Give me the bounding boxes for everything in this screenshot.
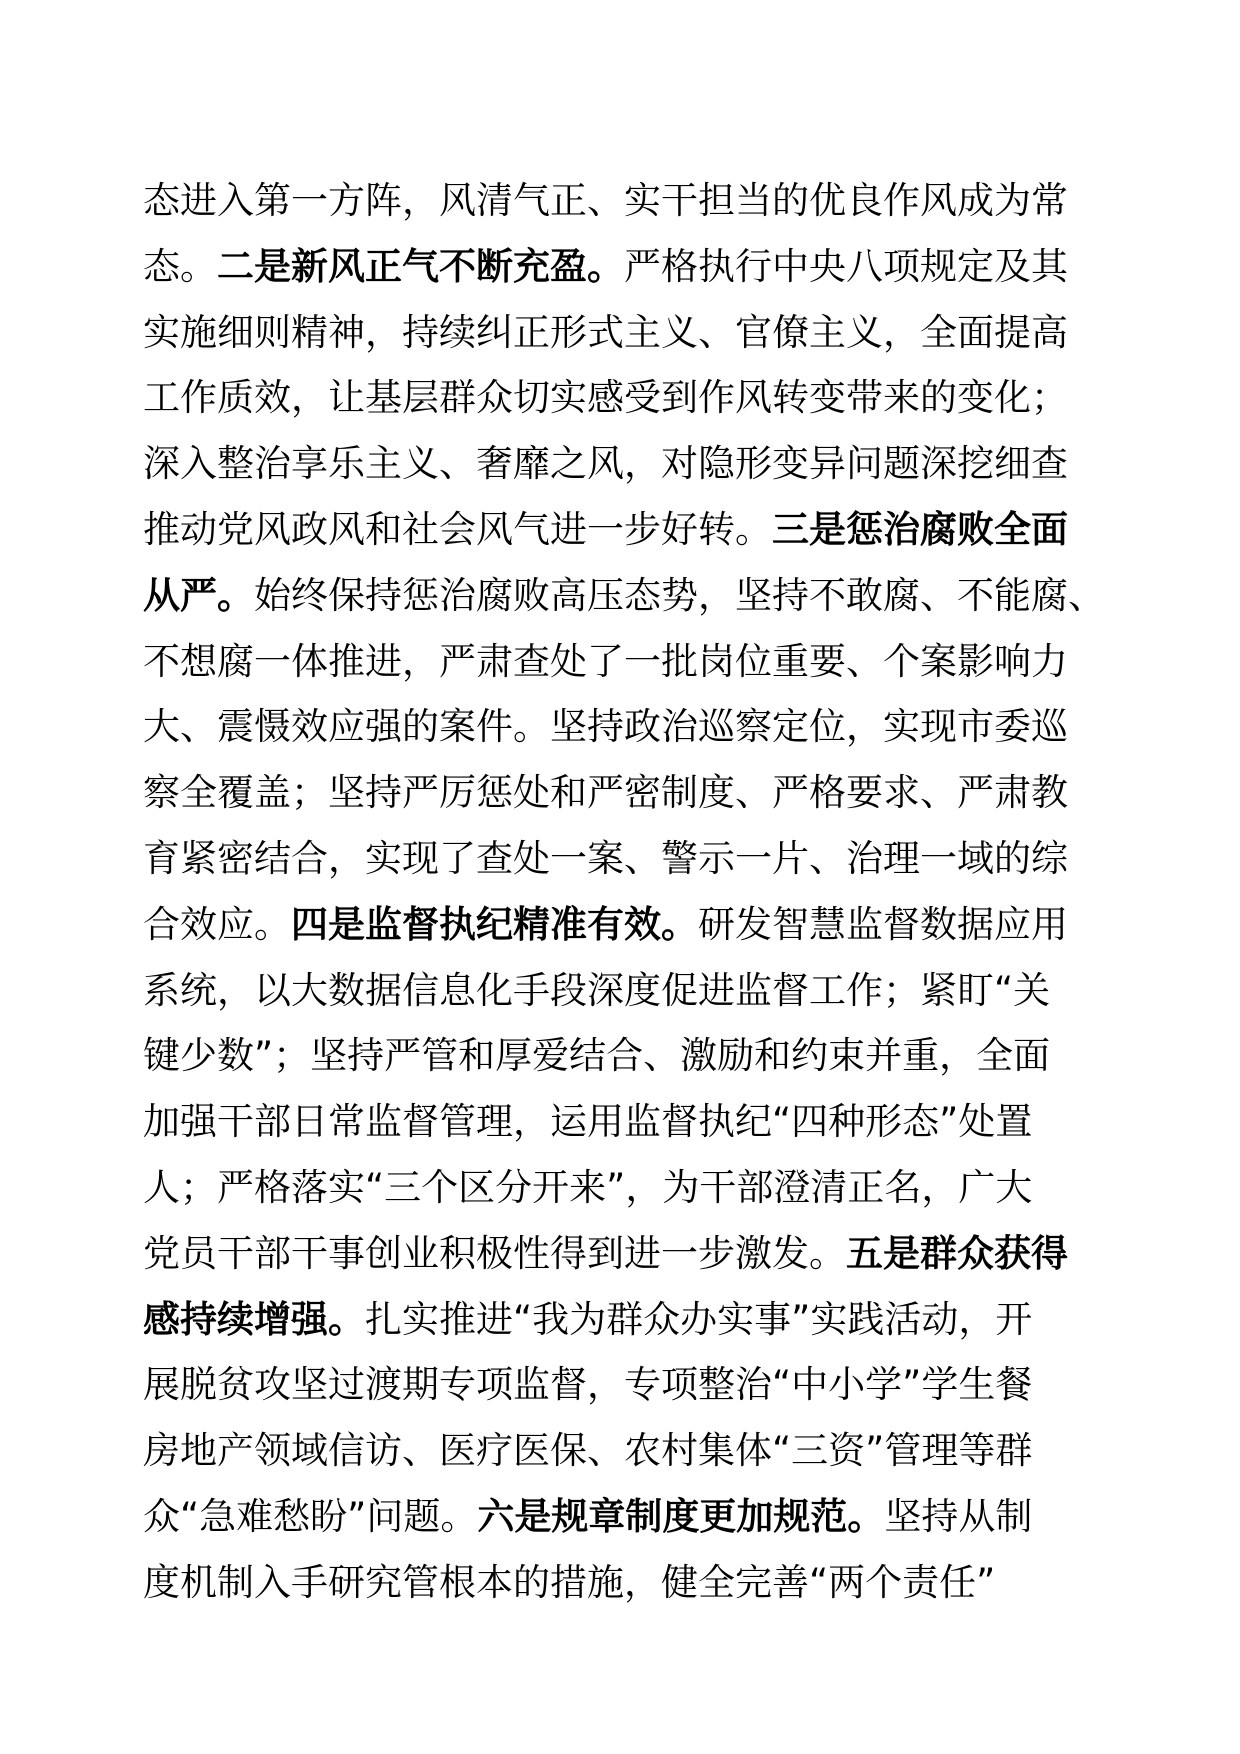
text-line — [143, 563, 1123, 629]
text-line — [143, 1352, 1123, 1418]
body-text-segment: 严格执行中央八项规定及其 — [624, 244, 1068, 288]
text-line — [143, 629, 1123, 695]
text-line — [143, 168, 1123, 234]
text-line — [143, 694, 1123, 760]
bold-heading-text: 二是新风正气不断充盈。 — [217, 244, 624, 288]
body-text-segment: 扎实推进“我为群众办实事”实践活动，开 — [365, 1297, 1033, 1341]
text-line — [143, 1550, 1123, 1616]
body-text-segment: 察全覆盖；坚持严厉惩处和严密制度、严格要求、严肃教 — [143, 771, 1068, 815]
text-line — [143, 1221, 1123, 1287]
body-text-segment: 合效应。 — [143, 902, 291, 946]
text-line — [143, 300, 1123, 366]
body-text-segment: 键少数”；坚持严管和厚爱结合、激励和约束并重，全面 — [143, 1034, 1051, 1078]
text-line — [143, 826, 1123, 892]
body-text-segment: 育紧密结合，实现了查处一案、警示一片、治理一域的综 — [143, 836, 1068, 880]
text-line — [143, 365, 1123, 431]
body-text — [143, 168, 1123, 1616]
text-line — [143, 1023, 1123, 1089]
body-text-segment: 始终保持惩治腐败高压态势，坚持不敢腐、不能腐、 — [254, 573, 1105, 617]
body-text-segment: 工作质效，让基层群众切实感受到作风转变带来的变化； — [143, 376, 1068, 420]
body-text-segment: 党员干部干事创业积极性得到进一步激发。 — [143, 1231, 846, 1275]
body-text-segment: 态。 — [143, 244, 217, 288]
body-text-segment: 房地产领域信访、医疗医保、农村集体“三资”管理等群 — [143, 1429, 1033, 1473]
bold-heading-text: 四是监督执纪精准有效。 — [291, 902, 698, 946]
body-text-segment: 展脱贫攻坚过渡期专项监督，专项整治“中小学”学生餐 — [143, 1363, 1033, 1407]
body-text-segment: 推动党风政风和社会风气进一步好转。 — [143, 507, 772, 551]
body-text-segment: 众“急难愁盼”问题。 — [143, 1494, 478, 1538]
body-text-segment: 不想腐一体推进，严肃查处了一批岗位重要、个案影响力 — [143, 639, 1068, 683]
text-line — [143, 234, 1123, 300]
text-line — [143, 497, 1123, 563]
body-text-segment: 坚持从制 — [884, 1494, 1033, 1538]
bold-heading-text: 从严。 — [143, 573, 254, 617]
text-line — [143, 431, 1123, 497]
body-text-segment: 大、震慑效应强的案件。坚持政治巡察定位，实现市委巡 — [143, 705, 1068, 749]
text-line — [143, 892, 1123, 958]
bold-heading-text: 五是群众获得 — [846, 1231, 1068, 1275]
body-text-segment: 加强干部日常监督管理，运用监督执纪“四种形态”处置 — [143, 1100, 1033, 1144]
body-text-segment: 系统，以大数据信息化手段深度促进监督工作；紧盯“关 — [143, 968, 1051, 1012]
body-text-segment: 研发智慧监督数据应用 — [698, 902, 1068, 946]
body-text-segment: 实施细则精神，持续纠正形式主义、官僚主义，全面提高 — [143, 310, 1068, 354]
text-line — [143, 760, 1123, 826]
text-line — [143, 1287, 1123, 1353]
body-text-segment: 度机制入手研究管根本的措施，健全完善“两个责任” — [143, 1560, 996, 1604]
text-line — [143, 1155, 1123, 1221]
text-line — [143, 958, 1123, 1024]
body-text-segment: 态进入第一方阵，风清气正、实干担当的优良作风成为常 — [143, 179, 1068, 222]
bold-heading-text: 三是惩治腐败全面 — [772, 507, 1068, 551]
text-line — [143, 1484, 1123, 1550]
body-text-segment: 深入整治享乐主义、奢靡之风，对隐形变异问题深挖细查 — [143, 442, 1068, 486]
body-text-segment: 人；严格落实“三个区分开来”，为干部澄清正名，广大 — [143, 1165, 1033, 1209]
text-line — [143, 1089, 1123, 1155]
bold-heading-text: 感持续增强。 — [143, 1297, 365, 1341]
text-line — [143, 1418, 1123, 1484]
bold-heading-text: 六是规章制度更加规范。 — [477, 1494, 885, 1538]
